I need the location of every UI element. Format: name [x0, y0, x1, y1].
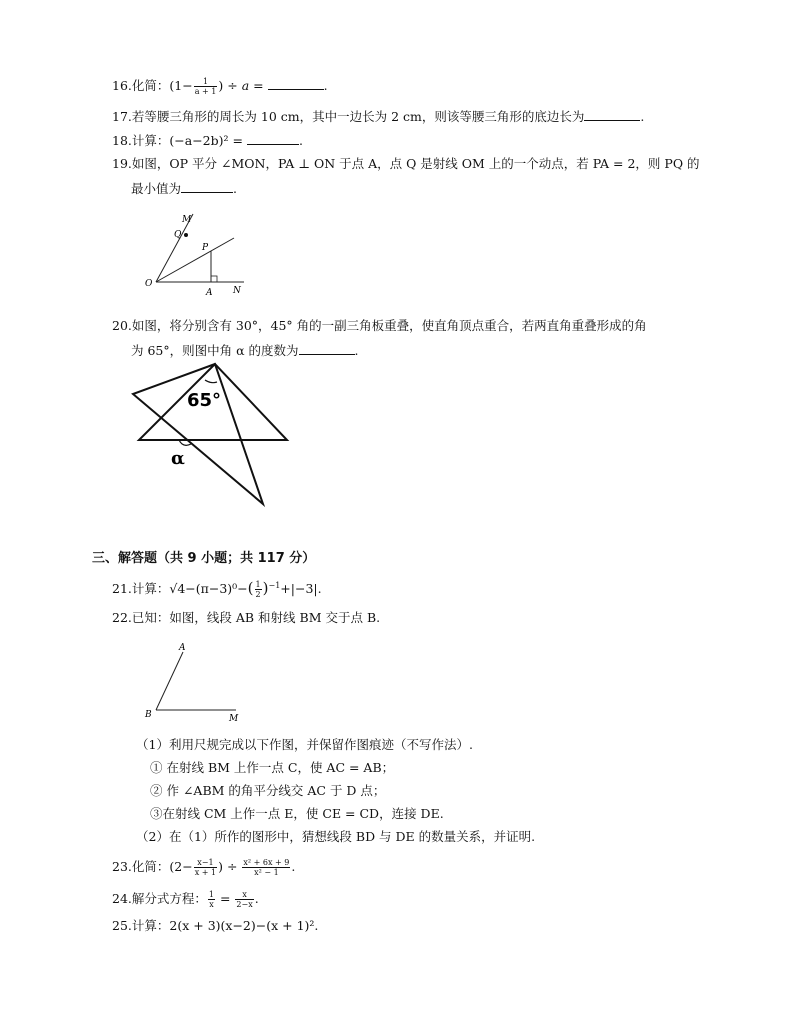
question-16: 16.化简：(1− $\frac{1}{a + 1}$ ) ÷ a = . [112, 77, 328, 96]
section-heading: 三、解答题（共 9 小题；共 117 分） [92, 551, 316, 566]
fraction: $\frac{1}{x}$ [208, 890, 214, 909]
question-20: 20.如图，将分别含有 30°，45° 角的一副三角板重叠，使直角顶点重合，若两直角重叠形成的角 [112, 318, 647, 333]
label-m: M [182, 215, 192, 225]
question-number: 23. [112, 859, 132, 874]
question-17: 17.若等腰三角形的周长为 10 cm，其中一边长为 2 cm，则该等腰三角形的底边长为 . [112, 109, 645, 124]
label-p: P [202, 243, 209, 253]
question-22-step3: ③在射线 CM 上作一点 E，使 CE = CD，连接 DE. [150, 806, 444, 821]
point-q [184, 233, 188, 237]
label-n: N [233, 286, 241, 296]
question-18: 18.计算：(−a−2b)² = . [112, 133, 303, 148]
question-number: 17. [112, 109, 132, 124]
question-22-step1: ① 在射线 BM 上作一点 C，使 AC = AB； [150, 760, 395, 775]
question-25: 25.计算：2(x + 3)(x−2)−(x + 1)². [112, 918, 319, 933]
angle-arc-65 [205, 380, 217, 383]
right-angle-mark [211, 276, 217, 282]
question-19: 19.如图，OP 平分 ∠MON，PA ⊥ ON 于点 A，点 Q 是射线 OM 上的一个动点，若 PA = 2，则 PQ 的 [112, 156, 700, 171]
label-o: O [145, 279, 153, 289]
answer-blank [247, 132, 299, 145]
question-21: 21.计算：√4−(π−3)⁰−( $\frac{1}{2}$ )$^{-1}$+|−3|. [112, 579, 322, 600]
question-22-part1: （1）利用尺规完成以下作图，并保留作图痕迹（不写作法）. [136, 737, 473, 752]
label-alpha: α [171, 448, 185, 469]
question-number: 25. [112, 918, 132, 933]
answer-blank [181, 180, 233, 193]
triangle-30 [133, 364, 263, 504]
fraction: $\frac{1}{2}$ [255, 580, 261, 600]
label-m: M [229, 714, 239, 724]
fraction: $\frac{x-1}{x + 1}$ [194, 858, 217, 877]
question-number: 16. [112, 78, 132, 93]
figure-20 [125, 360, 295, 510]
answer-blank [584, 108, 640, 121]
question-number: 19. [112, 156, 132, 171]
segment-ab [156, 652, 183, 710]
fraction: $\frac{x}{2-x}$ [236, 890, 253, 909]
question-number: 21. [112, 581, 132, 597]
fraction: $\frac{\text{x² + 6x + 9}}{\text{x² − 1}}$ [243, 858, 290, 877]
question-22: 22.已知：如图，线段 AB 和射线 BM 交于点 B. [112, 610, 381, 625]
question-number: 20. [112, 318, 132, 333]
label-65: 65° [187, 390, 222, 411]
fraction: $\frac{1}{a + 1}$ [194, 77, 217, 96]
figure-22 [140, 640, 250, 725]
question-24: 24.解分式方程： $\frac{1}{x}$ = $\frac{x}{2-x}$ . [112, 890, 259, 909]
answer-blank [299, 342, 355, 355]
question-22-part2: （2）在（1）所作的图形中，猜想线段 BD 与 DE 的数量关系，并证明. [136, 829, 536, 844]
answer-blank [268, 77, 324, 90]
label-q: Q [174, 230, 182, 240]
label-b: B [145, 710, 152, 720]
question-number: 18. [112, 133, 132, 148]
question-number: 24. [112, 891, 132, 906]
label-a: A [206, 288, 213, 298]
question-23: 23.化简：(2− $\frac{x-1}{x + 1}$ ) ÷ $\frac{\text{x² + 6x + 9}}{\text{x² − 1}}$ . [112, 858, 296, 877]
figure-19 [140, 208, 260, 300]
question-number: 22. [112, 610, 132, 625]
question-20-cont: 为 65°，则图中角 α 的度数为 . [131, 343, 359, 358]
label-a: A [179, 643, 186, 653]
question-19-cont: 最小值为 . [131, 181, 237, 196]
question-22-step2: ② 作 ∠ABM 的角平分线交 AC 于 D 点； [150, 783, 386, 798]
